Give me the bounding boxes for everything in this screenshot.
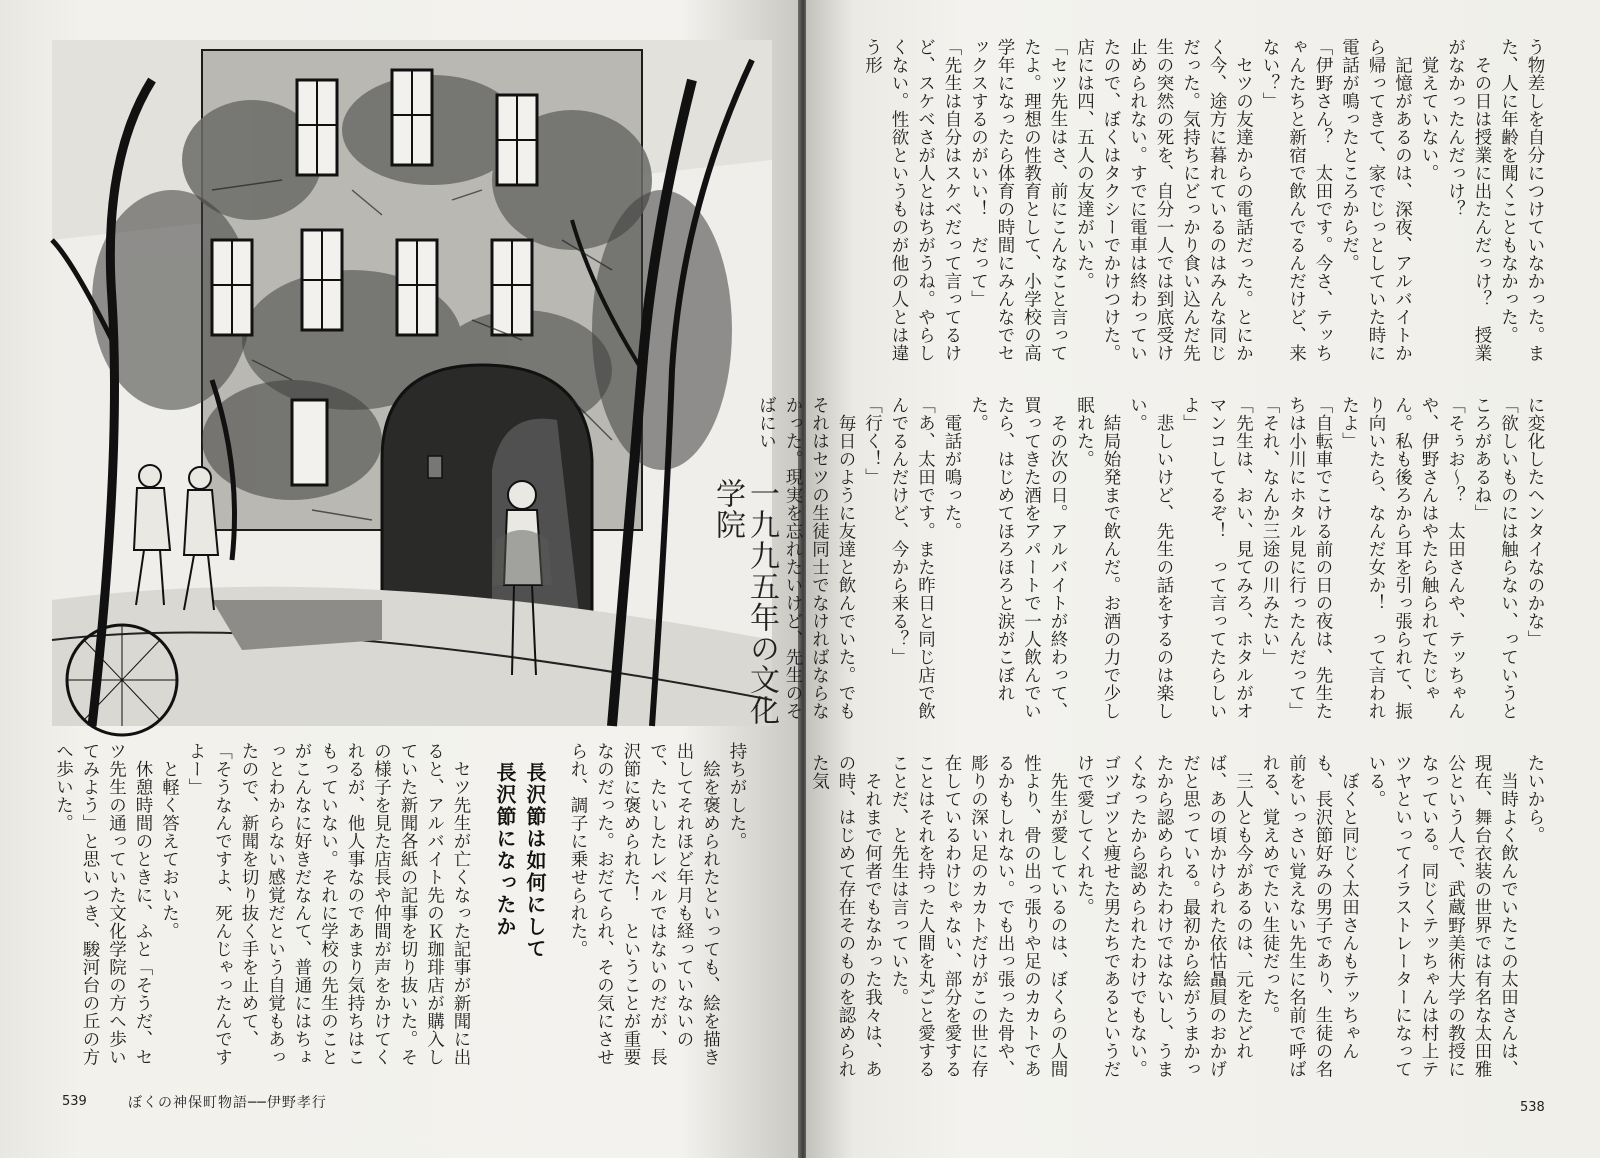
paragraph: 悲しいけど、先生の話をするのは楽しい。 [1127, 396, 1174, 720]
heading-line-1: 長沢節は如何にして [523, 762, 547, 960]
illustration-caption: 一九九五年の文化学院 [710, 478, 779, 726]
body-text-right-bottom [809, 754, 1548, 1084]
paragraph: 「あ、太田です。また昨日と同じ店で飲んでるんだけど、今から来る？」 [889, 396, 936, 720]
body-text-left-a [560, 742, 750, 1070]
paragraph: 「行く！」 [862, 396, 883, 486]
paragraph: 持ちがした。 [727, 742, 747, 850]
paragraph: 「先生は自分はスケベだって言ってるけど、スケベさが人とはちがうね。やらしくない。性欲というものが他の人とは違う形 [862, 38, 962, 362]
paragraph: 「先生は、おい、見てみろ、ホタルがオマンコしてるぞ！ って言ってたらしいよ」 [1180, 396, 1254, 720]
paragraph: 覚えていない。 [1419, 55, 1439, 182]
paragraph: 結局始発まで飲んだ。お酒の力で少し眠れた。 [1074, 396, 1121, 720]
paragraph: 先生が愛しているのは、ぼくらの人間性より、骨の出っ張りや足のカカトであるかもしれない。でも出っ張った骨や、彫りの深い足のカカトだけがこの世に存在しているわけじゃない、部分を愛することはそれを持った人間を丸ごと愛することだ、と先生は言っていた。 [889, 754, 1068, 1078]
page-number-right: 538 [1520, 1100, 1545, 1115]
paragraph: 「セツ先生はさ、前にこんなこと言ってたよ。理想の性教育として、小学校の高学年になったら体育の時間にみんなでセックスするのがいい！ だって」 [968, 38, 1068, 362]
paragraph: 絵を褒められたといっても、絵を描き出してそれほど年月も経っていないので、たいしたレベルではないのだが、長沢節に褒められた！ ということが重要なのだった。おだてられ、その気にさせられ、調子に乗せられた。 [568, 742, 721, 1066]
paragraph: セツ先生が亡くなった記事が新聞に出ると、アルバイト先のＫ珈琲店が購入していた新聞各紙の記事を切り抜いた。その様子を見た店長や仲間が声をかけてくれるが、他人事なのであまり気持ちはこもっていない。それに学校の先生のことがこんなに好きだなんて、普通にはちょっとわからない感覚だという自覚もあったので、新聞を切り抜く手を止めて、 [239, 742, 471, 1066]
paragraph: 三人とも今があるのは、元をたどれば、あの頃かけられた依怙贔屓のおかげだと思っている。最初から絵がうまかったから認められたわけではないし、うまくなったから認められたわけでもない。ゴツゴツと痩せた男たちであるというだけで愛してくれた。 [1074, 754, 1254, 1078]
paragraph: 「そぅお～？ 太田さんや、テッちゃんや、伊野さんはやたら触られてたじゃん。私も後ろから耳を引っ張られて、振り向いたら、なんだ女か！ って言われたよ」 [1339, 396, 1466, 720]
paragraph: に変化したヘンタイなのかな」 [1525, 396, 1545, 648]
ink-illustration-bunka-gakuin [52, 40, 772, 726]
body-text-right-top [858, 38, 1548, 378]
page-number-left: 539 [62, 1094, 87, 1109]
paragraph: 「それ、なんか三途の川みたい」 [1260, 396, 1280, 666]
paragraph: 「伊野さん？ 太田です。今さ、テッちゃんたちと新宿で飲んでるんだけど、来ない？」 [1260, 38, 1333, 362]
paragraph: 休憩時間のときに、ふと「そうだ、セツ先生の通っていた文化学院の方へ歩いてみよう」と思いつき、駿河台の丘の方へ歩いた。 [53, 742, 153, 1066]
paragraph: その日は授業に出たんだっけ？ 授業がなかったんだっけ？ [1445, 38, 1492, 362]
paragraph: 記憶があるのは、深夜、アルバイトから帰ってきて、家でじっとしていた時に電話が鳴ったところからだ。 [1339, 38, 1413, 362]
paragraph: ぼくと同じく太田さんもテッちゃんも、長沢節好みの男子であり、生徒の名前をいっさい覚えない先生に名前で呼ばれる、覚えめでたい生徒だった。 [1260, 754, 1360, 1078]
paragraph: 「そうなんですよ、死んじゃったんですよー」 [186, 742, 233, 1066]
paragraph: う物差しを自分につけていなかった。また、人に年齢を聞くこともなかった。 [1498, 38, 1545, 362]
section-heading [488, 762, 550, 1022]
heading-line-2: 長沢節になったか [493, 762, 517, 938]
running-title: ぼくの神保町物語──伊野孝行 [128, 1095, 327, 1111]
body-text-right-middle [756, 396, 1548, 736]
paragraph: その次の日。アルバイトが終わって、買ってきた酒をアパートで一人飲んでいたら、はじめてほろほろと涙がこぼれた。 [968, 396, 1068, 720]
paragraph: と軽く答えておいた。 [159, 759, 180, 940]
paragraph: 「欲しいものには触らない、っていうところがあるね」 [1472, 396, 1519, 720]
paragraph: 毎日のように友達と飲んでいた。でもそれはセツの生徒同士でなければならなかった。現実を忘れたいけど、先生のそばにい [756, 396, 856, 720]
paragraph: 当時よく飲んでいたこの太田さんは、現在、舞台衣装の世界では有名な太田雅公という人で、武蔵野美術大学の教授になっている。同じくテッちゃんは村上テツヤといってイラストレーターになっている。 [1366, 754, 1519, 1078]
body-text-left-b [52, 742, 474, 1070]
right-page [756, 0, 1600, 1158]
paragraph: それまで何者でもなかった我々は、あの時、はじめて存在そのものを認められた気 [809, 754, 883, 1078]
paragraph: 電話が鳴った。 [942, 413, 962, 540]
paragraph: セツの友達からの電話だった。とにかく今、途方に暮れているのはみんな同じだった。気持ちにどっかり食い込んだ先生の突然の死を、自分一人では到底受け止められない。すでに電車は終わっていたので、ぼくはタクシーでかけつけた。店には四、五人の友達がいた。 [1074, 38, 1254, 362]
paragraph: たいから。 [1525, 754, 1545, 844]
paragraph: 「自転車でこける前の日の夜は、先生たちは小川にホタル見に行ったんだって」 [1286, 396, 1333, 720]
